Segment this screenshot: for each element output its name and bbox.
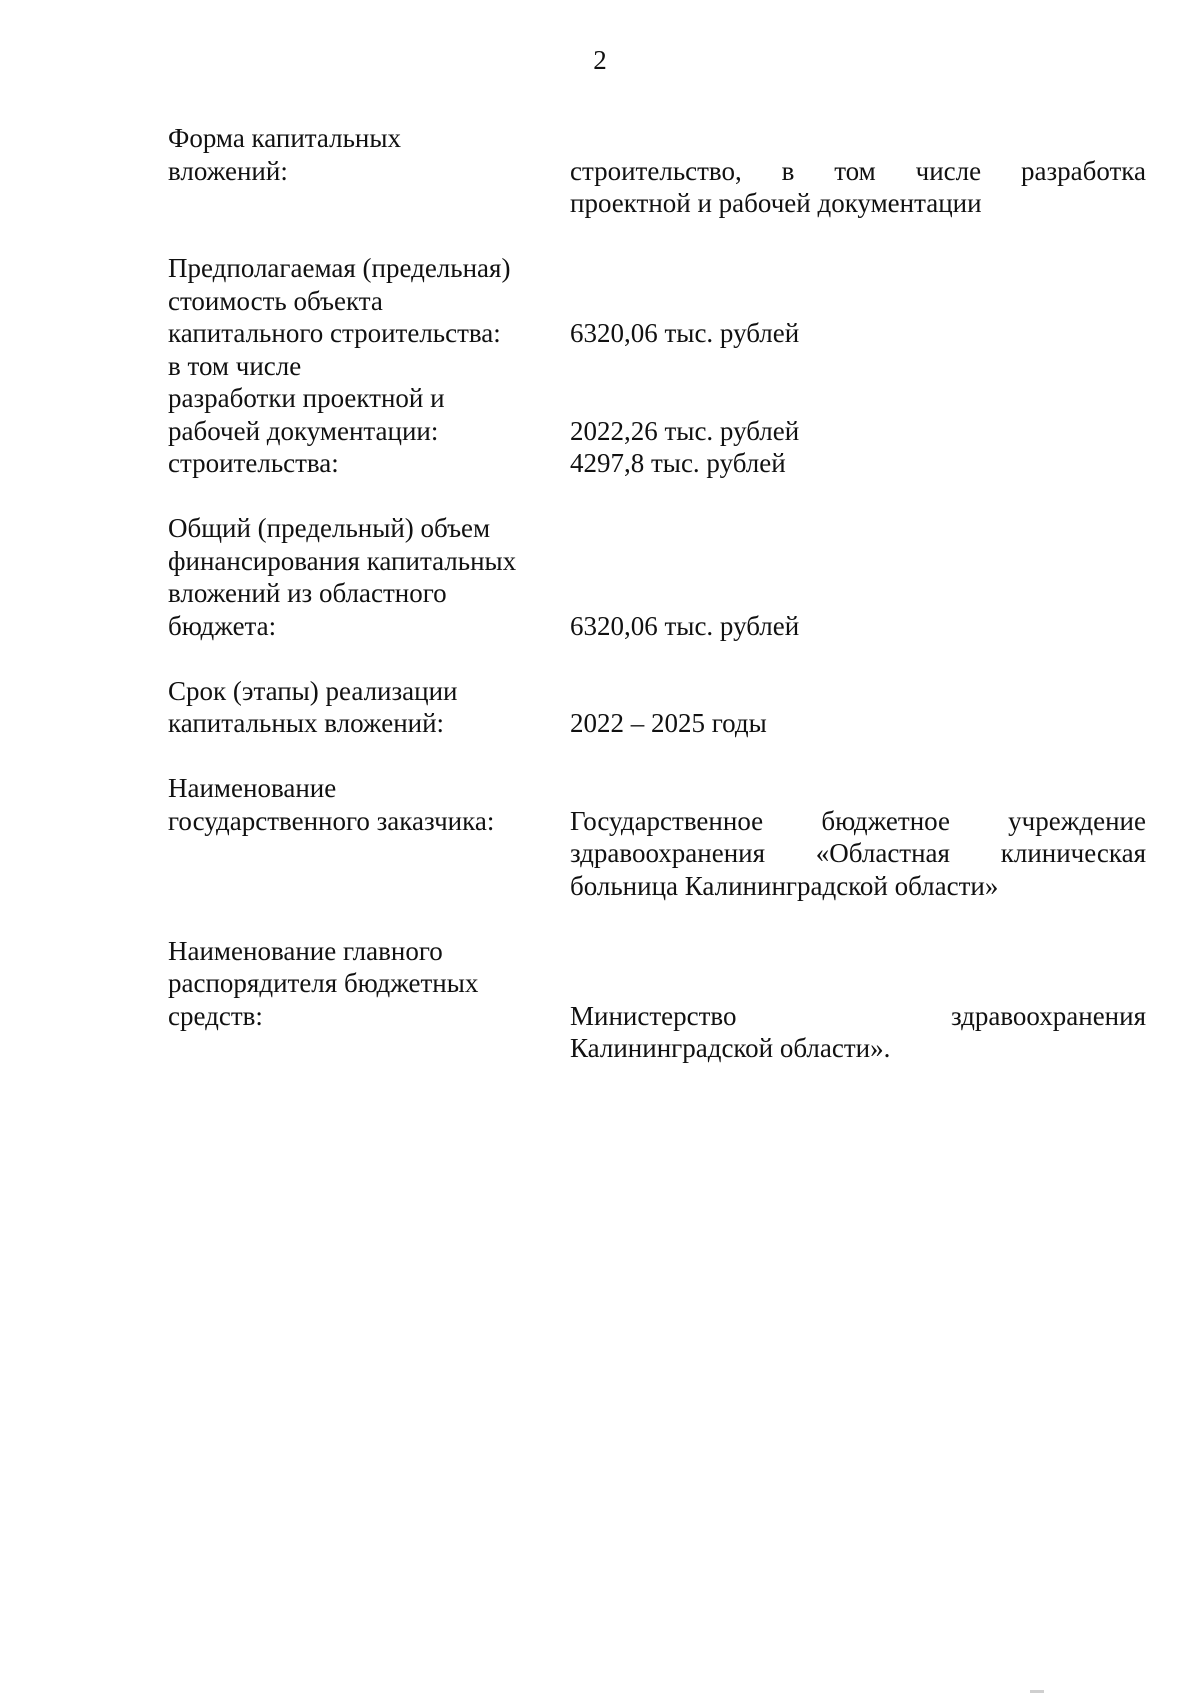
label-line: Форма капитальных [168, 123, 402, 153]
value-line: Государственное бюджетное учреждение [570, 805, 1146, 836]
section-state-customer [168, 772, 1146, 902]
label-line: разработки проектной и [168, 383, 445, 413]
value-line: проектной и рабочей документации [570, 188, 982, 218]
design-cost-value: 2022,26 тыс. рублей [570, 415, 800, 446]
label-line: в том числе [168, 350, 302, 381]
section-implementation-term [168, 675, 1146, 740]
value-line: Министерство здравоохранения [570, 1000, 1146, 1031]
section-investment-form [168, 122, 1146, 220]
spacer [570, 935, 1146, 968]
value-line: Калининградской области». [570, 1033, 891, 1063]
section-budget-manager [168, 935, 1146, 1065]
spacer [570, 382, 1146, 415]
label-line: Наименование главного [168, 935, 443, 966]
label-line: Наименование [168, 773, 337, 803]
label-line: капитального строительства: [168, 318, 501, 348]
label-line: Предполагаемая (предельная) [168, 253, 511, 283]
spacer [570, 577, 1146, 610]
value-line: строительство, в том числе разработка [570, 155, 1146, 186]
spacer [570, 252, 1146, 285]
label-line: финансирования капитальных [168, 545, 517, 576]
spacer [570, 772, 1146, 805]
label-line: рабочей документации: [168, 415, 439, 446]
investment-form-value [570, 122, 1146, 220]
document-body [168, 122, 1146, 1097]
total-cost-value: 6320,06 тыс. рублей [570, 318, 800, 348]
financing-value: 6320,06 тыс. рублей [570, 610, 800, 641]
manager-label [168, 935, 570, 1065]
spacer [570, 285, 1146, 318]
scan-artifact [1030, 1690, 1044, 1693]
section-financing-volume [168, 512, 1146, 642]
customer-label [168, 772, 570, 902]
label-line: строительства: [168, 448, 339, 478]
label-line: стоимость объекта [168, 285, 383, 316]
label-line: вложений: [168, 155, 288, 186]
label-line: Общий (предельный) объем [168, 513, 491, 543]
investment-form-label [168, 122, 570, 220]
label-line: государственного заказчика: [168, 805, 495, 836]
label-line: бюджета: [168, 610, 277, 641]
spacer [570, 675, 1146, 708]
manager-value [570, 935, 1146, 1065]
spacer [570, 512, 1146, 545]
term-value-column [570, 675, 1146, 740]
label-line: распорядителя бюджетных [168, 968, 479, 998]
spacer [570, 967, 1146, 1000]
estimated-cost-values [570, 252, 1146, 480]
term-label [168, 675, 570, 740]
label-line: капитальных вложений: [168, 708, 445, 738]
value-line: здравоохранения «Областная клиническая [570, 838, 1146, 868]
estimated-cost-label [168, 252, 570, 480]
financing-value-column [570, 512, 1146, 642]
spacer [570, 545, 1146, 578]
spacer [570, 350, 1146, 383]
financing-label [168, 512, 570, 642]
value-line: больница Калининградской области» [570, 870, 999, 901]
section-estimated-cost [168, 252, 1146, 480]
construction-cost-value: 4297,8 тыс. рублей [570, 448, 786, 478]
customer-value [570, 772, 1146, 902]
label-line: вложений из областного [168, 578, 447, 608]
label-line: Срок (этапы) реализации [168, 675, 458, 706]
term-value: 2022 – 2025 годы [570, 708, 767, 738]
label-line: средств: [168, 1000, 263, 1031]
page-number: 2 [593, 45, 607, 75]
